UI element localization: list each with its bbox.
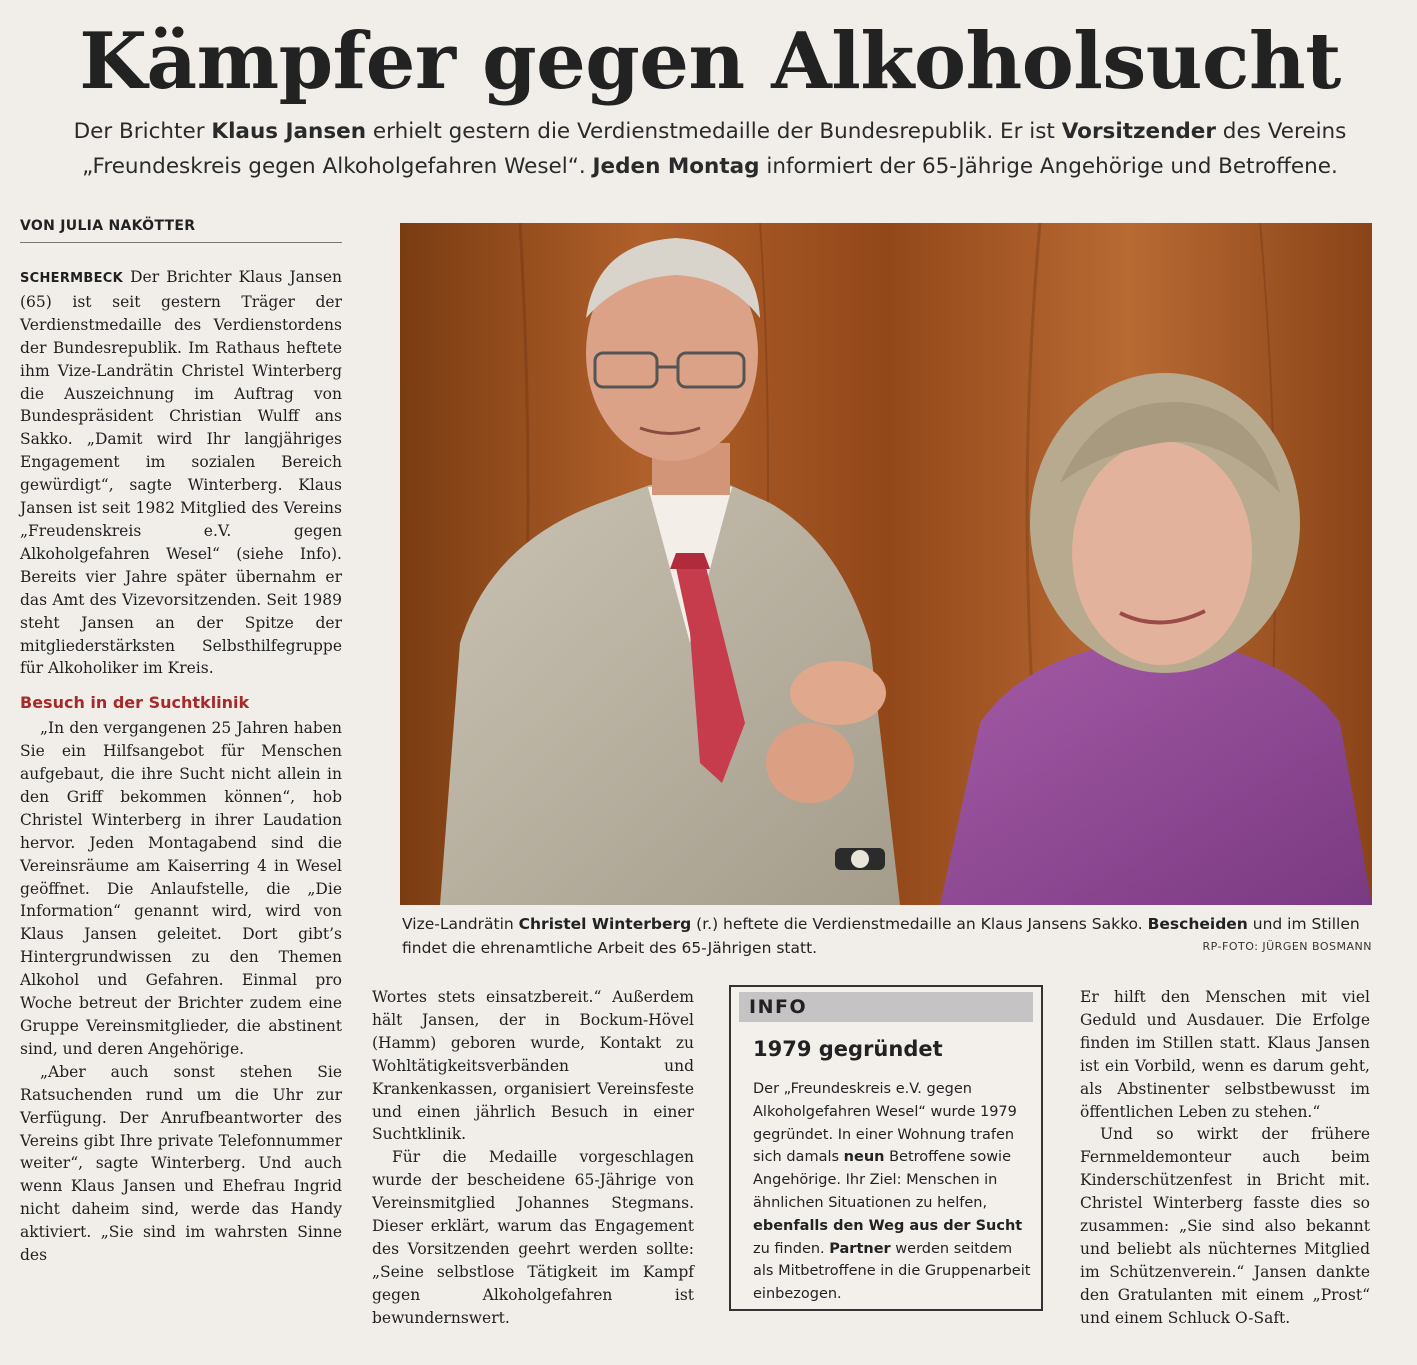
subhead-text-4: informiert der 65-Jährige Angehörige und Betroffene. [759,154,1338,179]
article-column-4 [1080,986,1370,1330]
paragraph-7: Und so wirkt der frühere Fernmeldemonteur auch beim Kinderschützenfest in Bricht mit. Christel Winterberg fasste dies so zusammen: „Sie sind also bekannt und beliebt als nüchternes Mitglied im Schützenverein.“ Jansen dankte den Gratulanten mit einem „Prost“ und einem Schluck O-Saft. [1080,1125,1370,1327]
paragraph-2: „In den vergangenen 25 Jahren haben Sie ein Hilfsangebot für Menschen aufgebaut, die ihre Sucht nicht allein in den Griff bekommen können“, hob Christel Winterberg in ihrer Laudation hervor. Jeden Montagabend sind die Vereinsräume am Kaiserring 4 in Wesel geöffnet. Die Anlaufstelle, die „Die Information“ genannt wird, wird von Klaus Jansen geleitet. Dort gibt’s Hintergrundwissen zu den Themen Alkohol und Gefahren. Einmal pro Woche betreut der Brichter zudem eine Gruppe Vereinsmitglieder, die abstinent sind, und deren Angehörige. [20,719,342,1058]
photo-illustration [400,223,1372,905]
info-bold-1: neun [843,1149,885,1166]
info-text-3: zu finden. [753,1240,830,1257]
subhead-bold-1: Klaus Jansen [211,119,367,144]
caption-text-2: (r.) heftete die Verdienstmedaille an Klaus Jansens Sakko. [691,915,1148,933]
info-text-4: werden seitdem als Mitbetroffene in die Gruppenarbeit einbezogen. [753,1240,1031,1303]
info-bold-2: ebenfalls den Weg aus der Sucht [753,1217,1023,1234]
info-title: 1979 gegründet [753,1037,943,1061]
article-column-1 [20,266,342,1267]
subhead-text-3: des Vereins „Freundeskreis gegen Alkoholgefahren Wesel“. [82,119,1347,179]
info-box [729,985,1043,1311]
paragraph-1-text: Der Brichter Klaus Jansen (65) ist seit gestern Träger der Verdienstmedaille des Verdienstordens der Bundesrepublik. Im Rathaus heftete ihm Vize-Landrätin Christel Winterberg die Auszeichnung im Auftrag von Bundespräsident Christian Wulff ans Sakko. „Damit wird Ihr langjähriges Engagement im sozialen Bereich gewürdigt“, sagte Winterberg. Klaus Jansen ist seit 1982 Mitglied des Vereins „Freudenskreis e.V. gegen Alkoholgefahren Wesel“ (siehe Info). Bereits vier Jahre später übernahm er das Amt des Vizevorsitzenden. Seit 1989 steht Jansen an der Spitze der mitgliederstärksten Selbsthilfegruppe für Alkoholiker im Kreis. [20,268,342,678]
info-text-1: Der „Freundeskreis e.V. gegen Alkoholgefahren Wesel“ wurde 1979 gegründet. In einer Wohnung trafen sich damals [753,1081,1017,1166]
info-label: INFO [739,992,1033,1022]
paragraph-1 [20,266,342,680]
paragraph-6: Er hilft den Menschen mit viel Geduld und Ausdauer. Die Erfolge finden im Stillen statt. Klaus Jansen ist ein Vorbild, wenn es darum geht, als Abstinenter selbstbewusst im öffentlichen Leben zu stehen.“ [1080,988,1370,1121]
subhead-text-2: erhielt gestern die Verdienstmedaille der Bundesrepublik. Er ist [366,119,1062,144]
paragraph-3: „Aber auch sonst stehen Sie Ratsuchenden rund um die Uhr zur Verfügung. Der Anrufbeantworter des Vereins gibt Ihre private Telefonnummer weiter“, sagte Winterberg. Und auch wenn Klaus Jansen und Ehefrau Ingrid nicht daheim sind, werde das Handy aktiviert. „Sie sind im wahrsten Sinne des [20,1062,342,1265]
caption-text-1: Vize-Landrätin [402,915,519,933]
caption-text-3: und im Stillen findet die ehrenamtliche Arbeit des 65-Jährigen statt. [402,915,1360,957]
byline: VON JULIA NAKÖTTER [20,218,342,243]
info-text-2: Betroffene sowie Angehörige. Ihr Ziel: Menschen in ähnlichen Situationen zu helfen, [753,1149,1012,1211]
subheadline [70,114,1350,184]
info-bold-3: Partner [829,1240,891,1257]
photo-credit: RP-FOTO: JÜRGEN BOSMANN [1202,940,1372,953]
article-column-2 [372,986,694,1330]
caption-bold-2: Bescheiden [1147,915,1248,933]
info-text [753,1078,1033,1306]
caption-bold-1: Christel Winterberg [518,915,692,933]
article-photo [400,223,1372,905]
subhead-bold-3: Jeden Montag [592,154,760,179]
subhead-bold-2: Vorsitzender [1061,119,1216,144]
paragraph-5: Für die Medaille vorgeschlagen wurde der bescheidene 65-Jährige von Vereinsmitglied Johannes Stegmans. Dieser erklärt, warum das Engagement des Vorsitzenden geehrt werden sollte: „Seine selbstlose Tätigkeit im Kampf gegen Alkoholgefahren ist bewundernswert. [372,1148,694,1327]
crosshead: Besuch in der Suchtklinik [20,693,250,713]
subhead-text-1: Der Brichter [73,119,212,144]
paragraph-4: Wortes stets einsatzbereit.“ Außerdem hält Jansen, der in Bockum-Hövel (Hamm) geboren wurde, Kontakt zu Wohltätigkeitsverbänden und Krankenkassen, organisiert Vereinsfeste und einen jährlich Besuch in einer Suchtklinik. [372,988,694,1144]
dateline: SCHERMBECK [20,271,124,286]
headline: Kämpfer gegen Alkoholsucht [79,16,1341,107]
